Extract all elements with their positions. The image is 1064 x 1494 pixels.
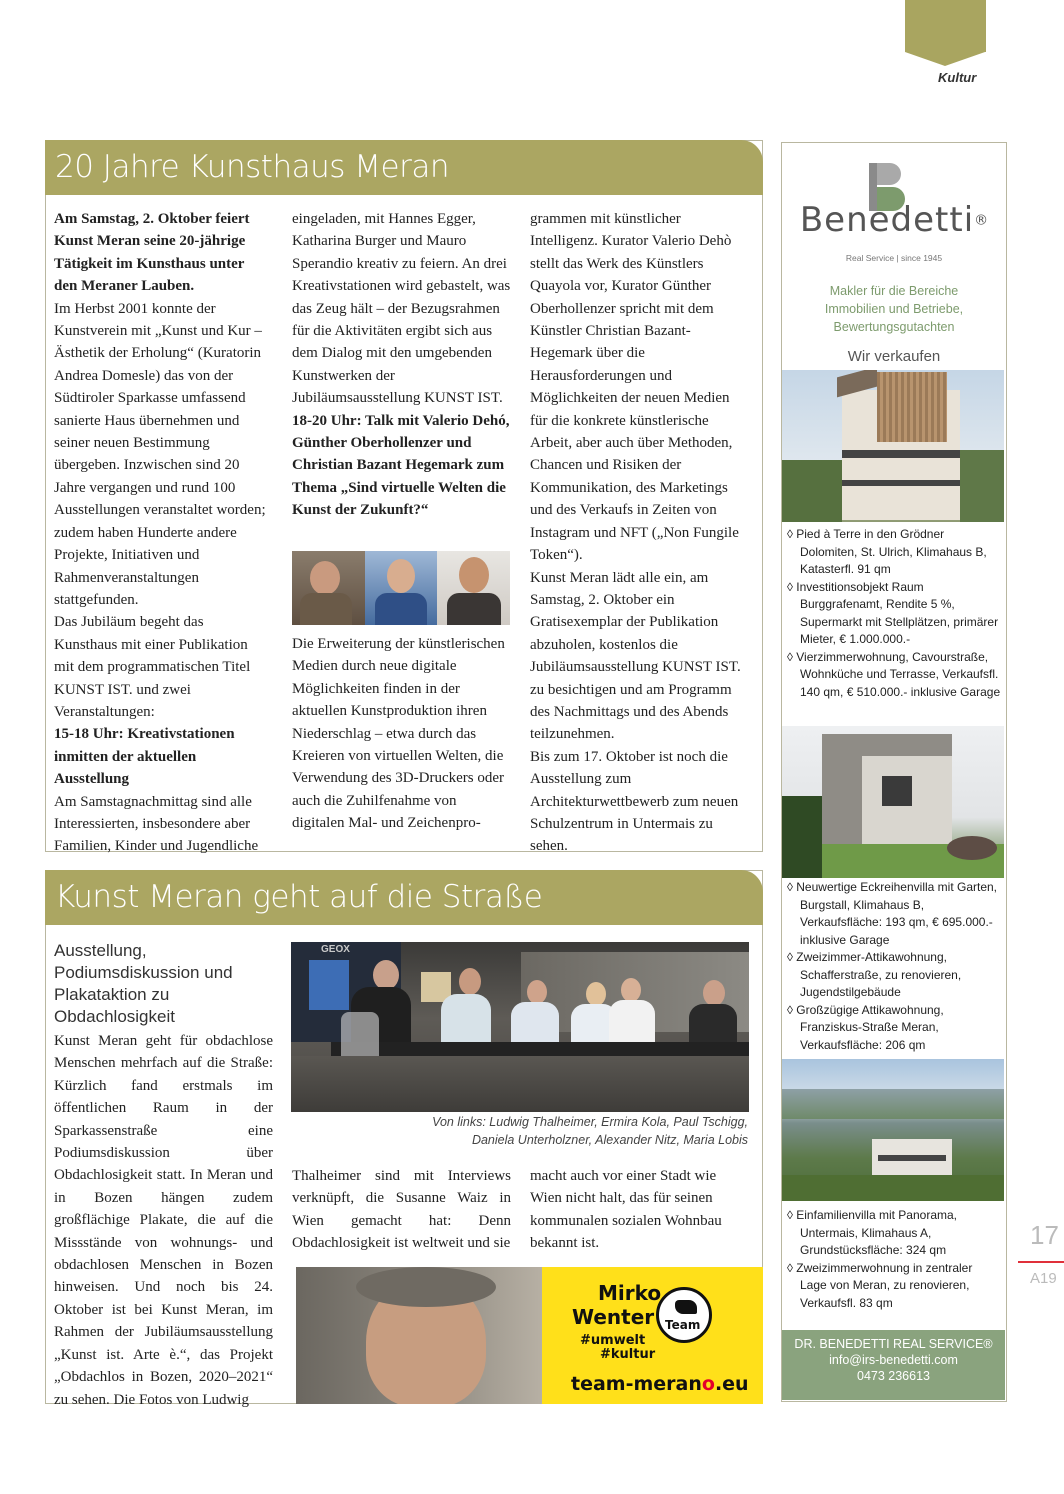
benedetti-tagline: Real Service | since 1945 bbox=[845, 253, 943, 263]
article-1-subhead-1: 15-18 Uhr: Kreativstationen inmitten der aktuellen Ausstellung bbox=[54, 726, 235, 788]
benedetti-logo: Benedetti® bbox=[799, 200, 989, 240]
article-1-col3-body: grammen mit künstlicher Intelligenz. Kurator Valerio Dehò stellt das Werk des Künstlers Quayola vor, Kurator Günther Oberhollenzer spricht mit dem Künstler Christian Bazant-Hegemark über die Herausforderungen und Möglichkeiten der neuen Medien für die konkrete künstlerische Arbeit, aber auch über Methoden, Chancen und Risiken der Kommunikation, des Marketings und des Verkaufs in Zeiten von Instagram und NFT („Non Fungile Token“). bbox=[530, 211, 739, 564]
team-badge-label: Team bbox=[665, 1318, 701, 1332]
page-divider bbox=[1018, 1261, 1064, 1263]
benedetti-footer bbox=[782, 1330, 1005, 1400]
article-1-col2-body: eingeladen, mit Hannes Egger, Katharina Burger und Mauro Sperandio kreativ zu feiern. An drei Kreativstationen wird gebastelt, was das Zeug hält – der Bezugsrahmen für die Aktivitäten ergibt sich aus dem Dialog mit den umgebenden Kunstwerken der Jubiläumsausstellung KUNST IST. bbox=[292, 211, 511, 407]
listing-group-3 bbox=[787, 1207, 1001, 1312]
candidate-photo bbox=[296, 1267, 542, 1404]
page-code: A19 bbox=[1030, 1270, 1057, 1287]
team-badge-icon bbox=[656, 1287, 712, 1343]
article-1-col-1 bbox=[54, 208, 270, 858]
article-1-body: Im Herbst 2001 konnte der Kunstverein mit „Kunst und Kur – Ästhetik der Erholung“ (Kuratorin Andrea Domesle) das von der Südtiroler Sparkasse umfassend sanierte Haus übernehmen und seiner neuen Bestimmung übergeben. Inzwischen sind 20 Jahre vergangen und rund 100 Ausstellungen veranstaltet worden; zudem haben Hunderte andere Projekte, Initiativen und Rahmenveranstaltungen stattgefunden. bbox=[54, 300, 266, 608]
section-tab bbox=[905, 0, 986, 52]
property-photo-2 bbox=[782, 726, 1004, 878]
article-2-title: Kunst Meran geht auf die Straße bbox=[45, 870, 763, 925]
property-photo-1 bbox=[782, 370, 1004, 522]
panel-photo bbox=[291, 942, 749, 1112]
speakers-photo bbox=[292, 551, 510, 625]
article-2-col-3 bbox=[530, 1165, 748, 1255]
benedetti-email: info@irs-benedetti.com bbox=[829, 1353, 958, 1367]
article-1-body-3: Am Samstagnachmittag sind alle Interessierten, insbesondere aber Familien, Kinder und Jugendliche bbox=[54, 793, 259, 855]
article-1-col3-body-3: Bis zum 17. Oktober ist noch die Ausstellung zum Architekturwettbewerb zum neuen Schulzentrum in Untermais zu sehen. bbox=[530, 748, 739, 855]
benedetti-phone: 0473 236613 bbox=[857, 1369, 930, 1383]
article-2-col-2 bbox=[292, 1165, 511, 1255]
candidate-first-name: Mirko bbox=[598, 1281, 662, 1305]
geox-sign: GEOX bbox=[321, 944, 350, 955]
listing-item: ◊ Einfamilienvilla mit Panorama, Untermais, Klimahaus A, Grundstücksfläche: 324 qm bbox=[787, 1208, 957, 1257]
article-2-col3-body: macht auch vor einer Stadt wie Wien nicht halt, das für seinen kommunalen sozialen Wohnbau bekannt ist. bbox=[530, 1168, 722, 1252]
listing-item: ◊ Pied à Terre in den Grödner Dolomiten, St. Ulrich, Klimahaus B, Katasterfl. 91 qm bbox=[787, 527, 987, 576]
listing-item: ◊ Großzügige Attikawohnung, Franziskus-Straße Meran, Verkaufsfläche: 206 qm bbox=[787, 1002, 944, 1052]
candidate-last-name: Wenter bbox=[572, 1305, 655, 1329]
article-1-subhead-2: 18-20 Uhr: Talk mit Valerio Dehó, Günther Oberhollenzer und Christian Bazant Hegemark zum Thema „Sind virtuelle Welten die Kunst der Zukunft?“ bbox=[292, 412, 510, 519]
hashtag-kultur: #kultur bbox=[600, 1347, 656, 1362]
speaker-photo-2 bbox=[365, 551, 438, 625]
article-1-lead: Am Samstag, 2. Oktober feiert Kunst Meran seine 20-jährige Tätigkeit im Kunsthaus unter den Meraner Lauben. bbox=[54, 211, 250, 295]
listing-item: ◊ Vierzimmerwohnung, Cavourstraße, Wohnküche und Terrasse, Verkaufsfl. 140 qm, € 510.000.- inklusive Garage bbox=[787, 649, 1001, 699]
speaker-photo-1 bbox=[292, 551, 365, 625]
page-number: 17 bbox=[1030, 1220, 1059, 1250]
panel-photo-caption: Von links: Ludwig Thalheimer, Ermira Kola, Paul Tschigg, Daniela Unterholzner, Alexander Nitz, Maria Lobis bbox=[432, 1115, 748, 1147]
article-1-col3-body-2: Kunst Meran lädt alle ein, am Samstag, 2. Oktober ein Gratisexemplar der Publikation abzuholen, kostenlos die Jubiläumsausstellung KUNST IST. zu besichtigen und am Programm des Nachmittags und des Abends teilzunehmen. bbox=[530, 569, 741, 743]
article-2-body: Kunst Meran geht für obdachlose Menschen mehrfach auf die Straße: Kürzlich fand erstmals im öffentlichen Raum in der Sparkassenstraße eine Podiumsdiskussion über Obdachlosigkeit statt. In Meran und in Bozen hängen zudem großflächige Plakate, die auf die Missstände von wohnungs- und obdachlosen Menschen in Bozen hinweisen. Und noch bis 24. Oktober ist bei Kunst Meran, im Rahmen der Jubiläumsausstellung „Kunst ist. Arte è.“, das Projekt „Obdachlos in Bozen, 2020–2021“ zu sehen. Die Fotos von Ludwig bbox=[54, 1033, 273, 1408]
hashtag-umwelt: #umwelt bbox=[580, 1333, 646, 1348]
article-2-subtitle: Ausstellung, Podiumsdiskussion und Plakataktion zu Obdachlosigkeit bbox=[54, 941, 233, 1026]
article-1-body-2: Das Jubiläum begeht das Kunsthaus mit einer Publikation mit dem programmatischen Titel KUNST IST. und zwei Veranstaltungen: bbox=[54, 614, 251, 720]
benedetti-description: Makler für die Bereiche Immobilien und Betriebe, Bewertungsgutachten bbox=[824, 284, 964, 334]
article-1-col-2b bbox=[292, 633, 512, 835]
listing-item: ◊ Neuwertige Eckreihenvilla mit Garten, Burgstall, Klimahaus B, Verkaufsfläche: 193 qm, € 695.000.- inklusive Garage bbox=[787, 880, 998, 947]
team-meran-ad bbox=[296, 1267, 763, 1404]
article-1-title: 20 Jahre Kunsthaus Meran bbox=[45, 140, 763, 195]
speaker-photo-3 bbox=[437, 551, 510, 625]
listing-group-1 bbox=[787, 526, 1001, 701]
article-2-col-1 bbox=[54, 1030, 273, 1411]
property-photo-3 bbox=[782, 1059, 1004, 1201]
article-2-col2-body: Thalheimer sind mit Interviews verknüpft, die Susanne Waiz in Wien gemacht hat: Denn Obdachlosigkeit ist weltweit und sie bbox=[292, 1168, 511, 1252]
listing-group-2 bbox=[787, 879, 1001, 1054]
listing-item: ◊ Investitionsobjekt Raum Burggrafenamt, Rendite 5 %, Supermarkt mit Stellplätzen, primärer Mieter, € 1.000.000.- bbox=[787, 579, 999, 646]
listing-item: ◊ Zweizimmerwohnung in zentraler Lage von Meran, zu renovieren, Verkaufsfl. 83 qm bbox=[787, 1260, 973, 1310]
benedetti-company: DR. BENEDETTI REAL SERVICE® bbox=[794, 1337, 993, 1351]
article-1-col2-body-2: Die Erweiterung der künstlerischen Medien durch neue digitale Möglichkeiten finden in der aktuellen Kunstproduktion ihren Niederschlag – etwa durch das Kreieren von virtuellen Welten, die Verwendung des 3D-Druckers oder auch die Zuhilfenahme von digitalen Mal- und Zeichenpro- bbox=[292, 636, 505, 832]
benedetti-sell-heading: Wir verkaufen bbox=[847, 348, 941, 365]
listing-item: ◊ Zweizimmer-Attikawohnung, Schafferstraße, zu renovieren, Jugendstilgebäude bbox=[787, 950, 962, 999]
article-1-col-2 bbox=[292, 208, 512, 522]
article-1-col-3 bbox=[530, 208, 748, 858]
section-label: Kultur bbox=[938, 70, 977, 85]
team-meran-url: team-merano.eu bbox=[571, 1373, 749, 1395]
